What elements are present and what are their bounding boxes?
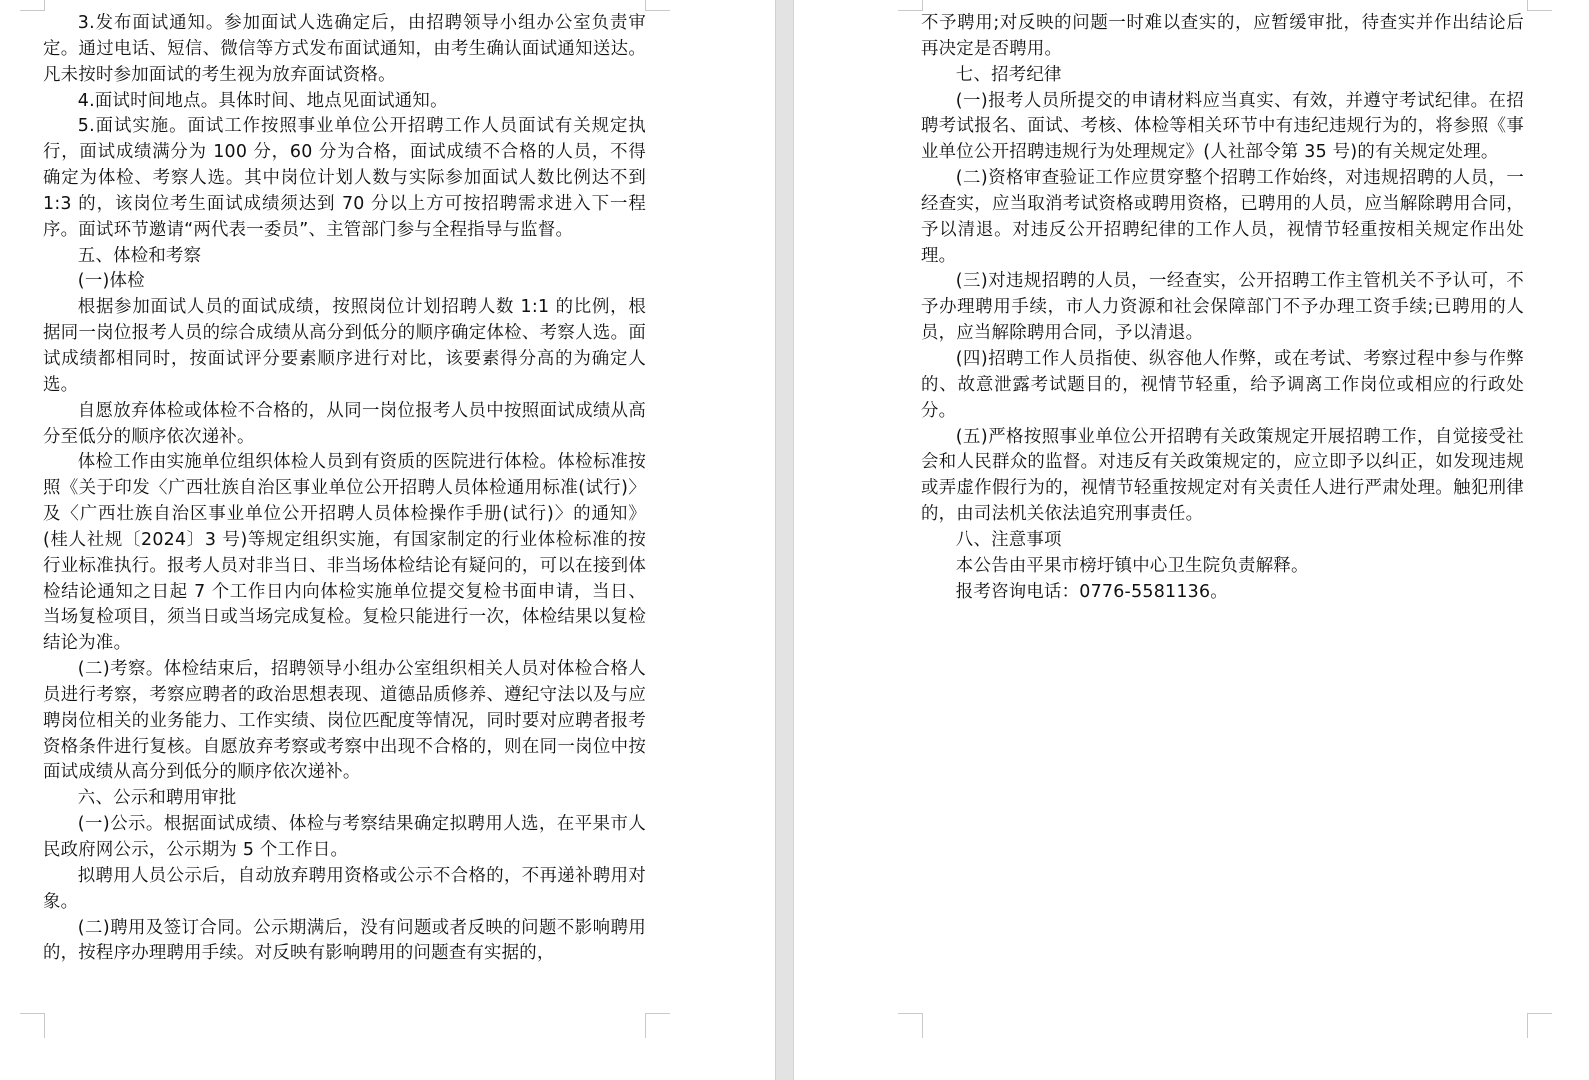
document-page-left	[0, 0, 775, 1080]
document-page-right	[794, 0, 1589, 1080]
paragraph: 根据参加面试人员的面试成绩，按照岗位计划招聘人数 1:1 的比例，根据同一岗位报考人员的综合成绩从高分到低分的顺序确定体检、考察人选。面试成绩都相同时，按面试评分要素顺序进行对比，该要素得分高的为确定人选。	[43, 297, 646, 395]
subsection-heading: (一)体检	[77, 271, 145, 292]
paragraph: 不予聘用;对反映的问题一时难以查实的，应暂缓审批，待查实并作出结论后再决定是否聘用。	[921, 13, 1524, 59]
paragraph: (五)严格按照事业单位公开招聘有关政策规定开展招聘工作，自觉接受社会和人民群众的监督。对违反有关政策规定的，应立即予以纠正，如发现违规或弄虚作假行为的，视情节轻重按规定对有关责任人进行严肃处理。触犯刑律的，由司法机关依法追究刑事责任。	[921, 426, 1524, 525]
section-heading: 五、体检和考察	[77, 245, 202, 266]
section-heading: 七、招考纪律	[955, 64, 1062, 85]
crop-mark-bottom-right	[1527, 1013, 1552, 1038]
crop-mark-bottom-left	[20, 1013, 45, 1038]
crop-mark-top-right	[645, 0, 670, 11]
paragraph: (一)公示。根据面试成绩、体检与考察结果确定拟聘用人选，在平果市人民政府网公示，公示期为 5 个工作日。	[43, 814, 646, 860]
crop-mark-top-right	[1527, 0, 1552, 11]
crop-mark-top-left	[898, 0, 923, 11]
crop-mark-bottom-right	[645, 1013, 670, 1038]
paragraph: (四)招聘工作人员指使、纵容他人作弊，或在考试、考察过程中参与作弊的、故意泄露考试题目的，视情节轻重，给予调离工作岗位或相应的行政处分。	[921, 348, 1524, 421]
paragraph: (二)聘用及签订合同。公示期满后，没有问题或者反映的问题不影响聘用的，按程序办理聘用手续。对反映有影响聘用的问题查有实据的，	[43, 917, 646, 964]
paragraph: 3.发布面试通知。参加面试人选确定后，由招聘领导小组办公室负责审定。通过电话、短信、微信等方式发布面试通知，由考生确认面试通知送达。凡未按时参加面试的考生视为放弃面试资格。	[43, 13, 646, 85]
crop-mark-top-left	[20, 0, 45, 11]
page-gutter	[775, 0, 794, 1080]
crop-mark-bottom-left	[898, 1013, 923, 1038]
paragraph: (二)资格审查验证工作应贯穿整个招聘工作始终，对违规招聘的人员，一经查实，应当取消考试资格或聘用资格，已聘用的人员，应当解除聘用合同，予以清退。对违反公开招聘纪律的工作人员，视情节轻重按相关规定作出处理。	[921, 168, 1524, 266]
page-body[interactable]	[43, 11, 646, 967]
paragraph: 4.面试时间地点。具体时间、地点见面试通知。	[77, 90, 448, 111]
paragraph: (一)报考人员所提交的申请材料应当真实、有效，并遵守考试纪律。在招聘考试报名、面试、考核、体检等相关环节中有违纪违规行为的，将参照《事业单位公开招聘违规行为处理规定》(人社部令第 35 号)的有关规定处理。	[921, 90, 1524, 163]
page-body[interactable]	[921, 11, 1524, 605]
paragraph: (三)对违规招聘的人员，一经查实，公开招聘工作主管机关不予认可，不予办理聘用手续，市人力资源和社会保障部门不予办理工资手续;已聘用的人员，应当解除聘用合同，予以清退。	[921, 271, 1524, 344]
paragraph: 本公告由平果市榜圩镇中心卫生院负责解释。	[955, 555, 1309, 576]
paragraph: 拟聘用人员公示后，自动放弃聘用资格或公示不合格的，不再递补聘用对象。	[43, 865, 646, 912]
contact-phone: 报考咨询电话：0776-5581136。	[955, 581, 1228, 602]
paragraph: 自愿放弃体检或体检不合格的，从同一岗位报考人员中按照面试成绩从高分至低分的顺序依次递补。	[43, 400, 646, 447]
section-heading: 六、公示和聘用审批	[77, 788, 237, 809]
paragraph: 5.面试实施。面试工作按照事业单位公开招聘工作人员面试有关规定执行，面试成绩满分为 100 分，60 分为合格，面试成绩不合格的人员，不得确定为体检、考察人选。其中岗位计划人数与实际参加面试人数比例达不到 1:3 的，该岗位考生面试成绩须达到 70 分以上方可按招聘需求进入下一程序。面试环节邀请“两代表一委员”、主管部门参与全程指导与监督。	[43, 116, 646, 240]
paragraph: (二)考察。体检结束后，招聘领导小组办公室组织相关人员对体检合格人员进行考察，考察应聘者的政治思想表现、道德品质修养、遵纪守法以及与应聘岗位相关的业务能力、工作实绩、岗位匹配度等情况，同时要对应聘者报考资格条件进行复核。自愿放弃考察或考察中出现不合格的，则在同一岗位中按面试成绩从高分到低分的顺序依次递补。	[43, 659, 646, 783]
section-heading: 八、注意事项	[955, 529, 1062, 550]
paragraph: 体检工作由实施单位组织体检人员到有资质的医院进行体检。体检标准按照《关于印发〈广西壮族自治区事业单位公开招聘人员体检通用标准(试行)〉及〈广西壮族自治区事业单位公开招聘人员体检操作手册(试行)〉的通知》(桂人社规〔2024〕3 号)等规定组织实施，有国家制定的行业体检标准的按行业标准执行。报考人员对非当日、非当场体检结论有疑问的，可以在接到体检结论通知之日起 7 个工作日内向体检实施单位提交复检书面申请，当日、当场复检项目，须当日或当场完成复检。复检只能进行一次，体检结果以复检结论为准。	[43, 452, 646, 654]
